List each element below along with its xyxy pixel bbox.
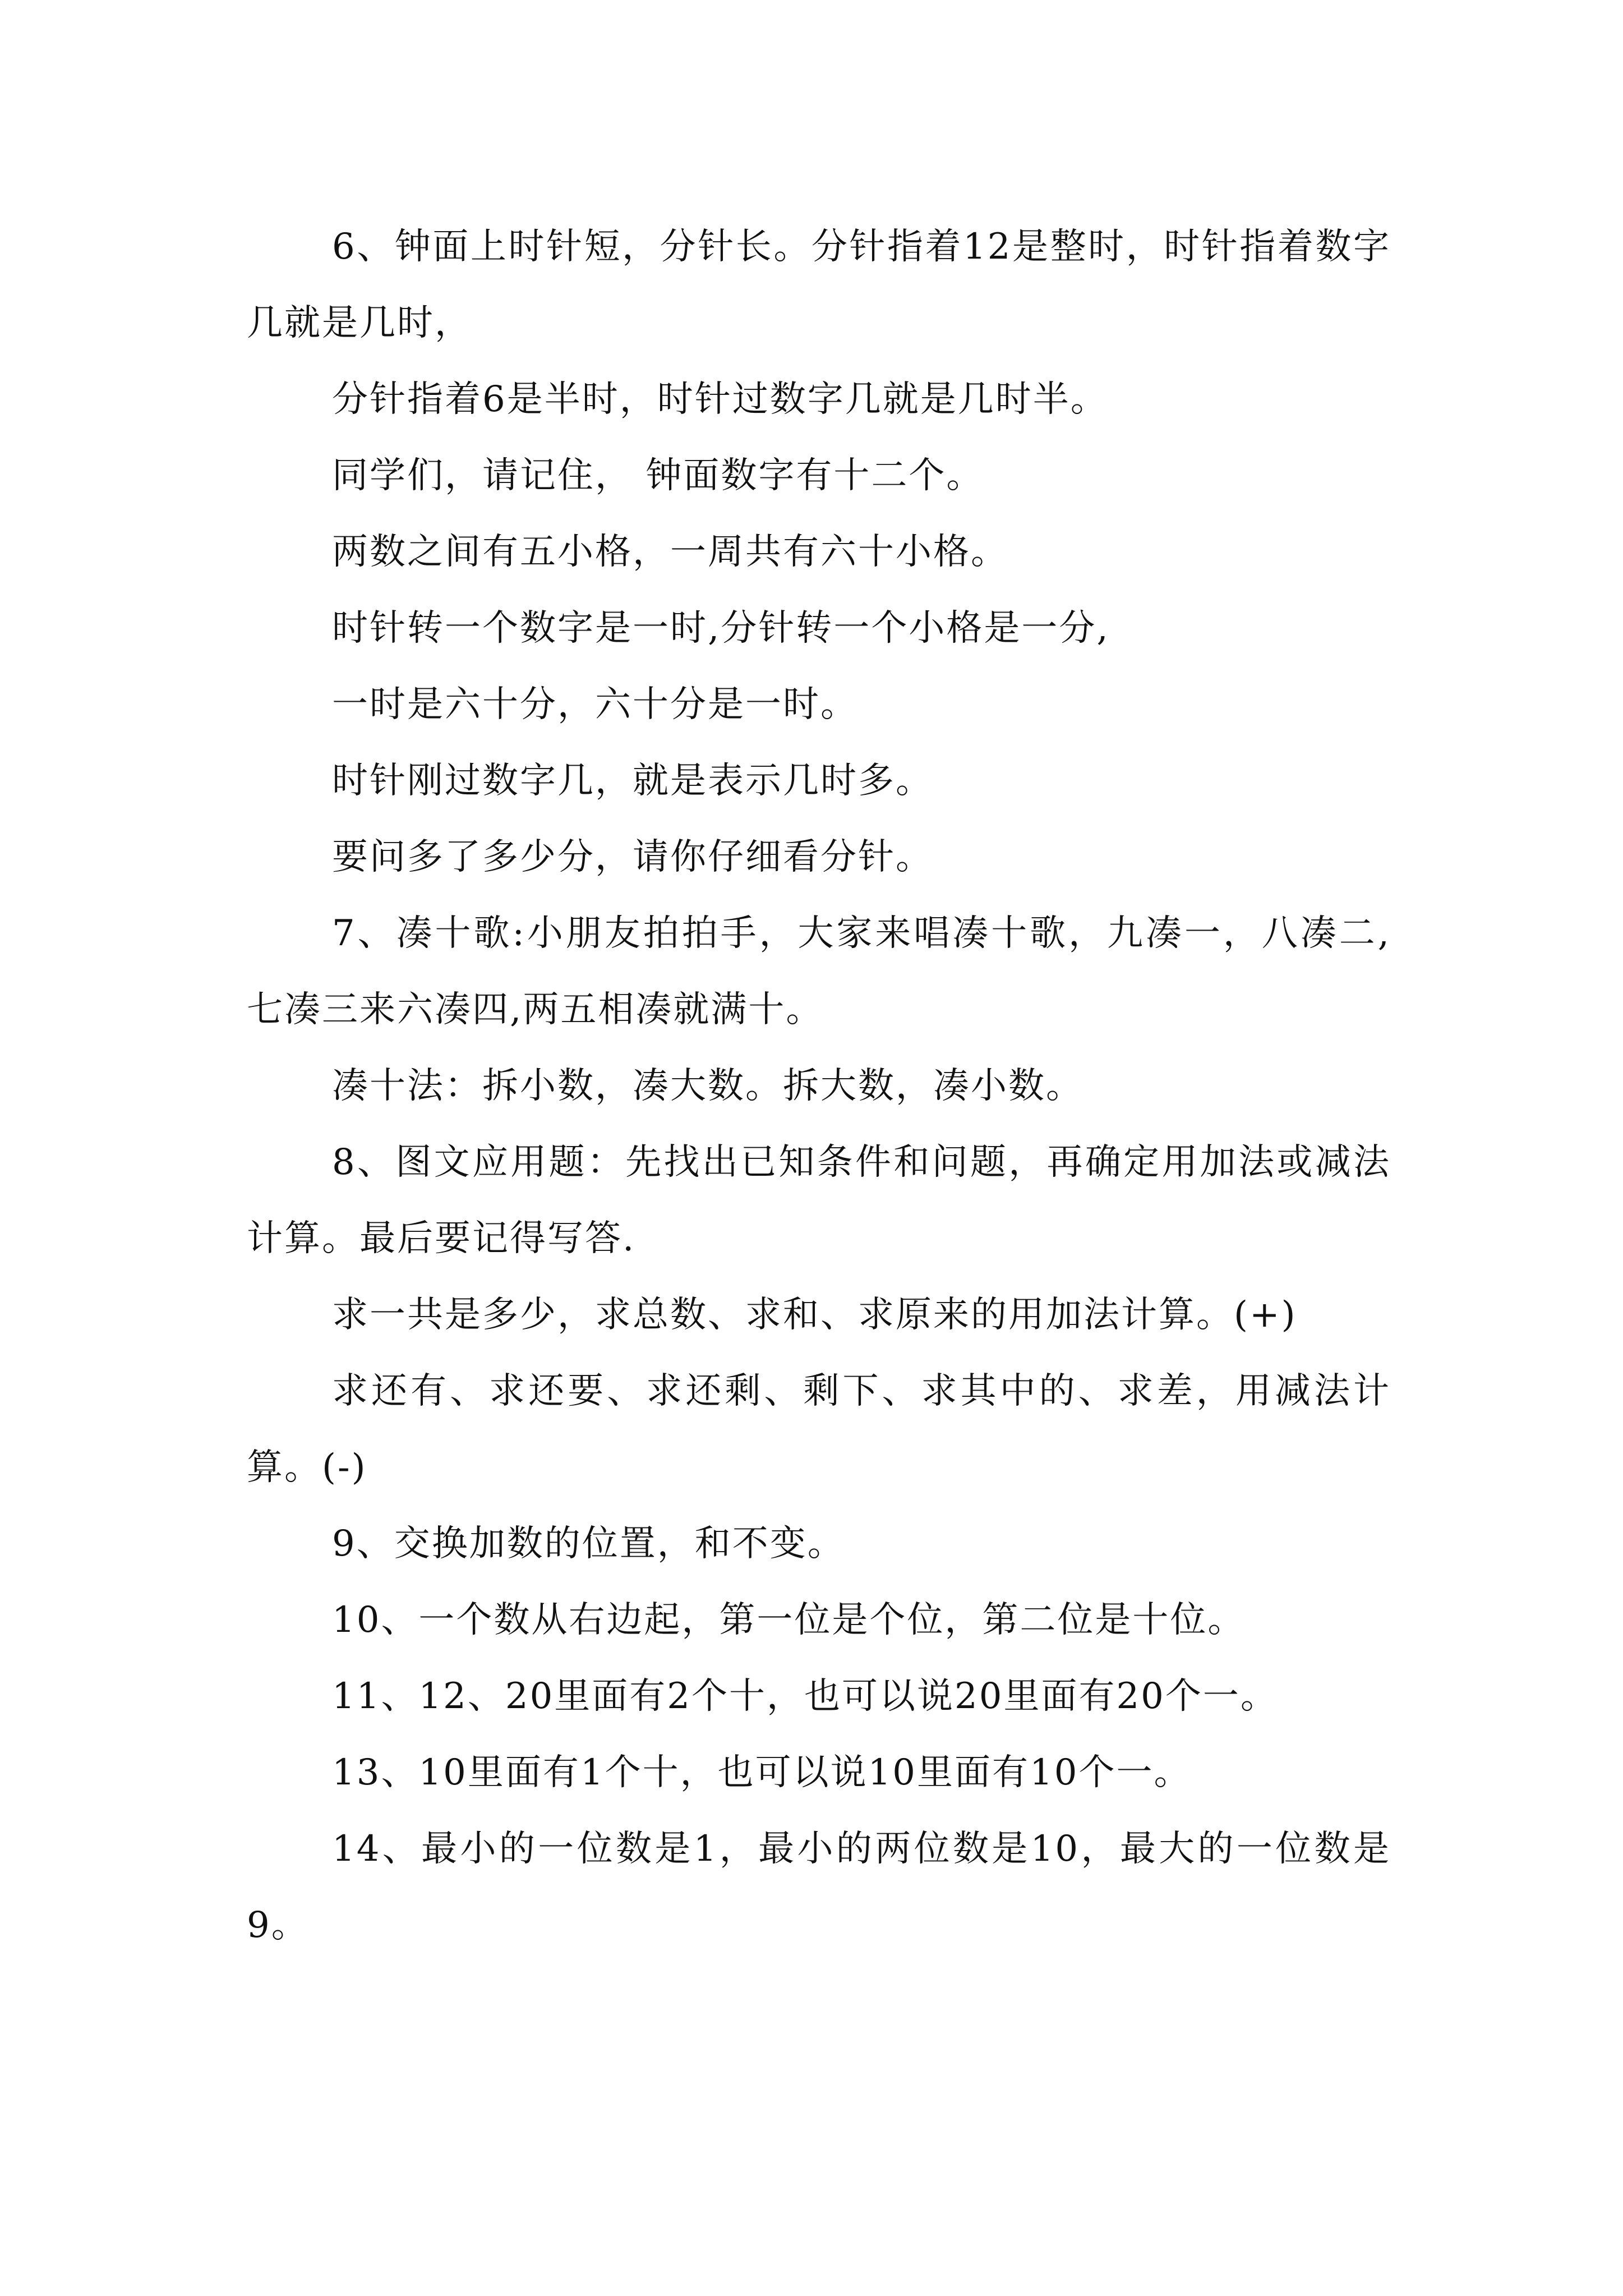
paragraph-clock-numbers: 同学们，请记住， 钟面数字有十二个。 <box>332 455 984 496</box>
paragraph-place-value: 10、一个数从右边起，第一位是个位，第二位是十位。 <box>332 1599 1246 1641</box>
paragraph-smallest-largest: 14、最小的一位数是1，最小的两位数是10，最大的一位数是9。 <box>247 1828 1391 1946</box>
paragraph-commutative: 9、交换加数的位置，和不变。 <box>332 1523 845 1565</box>
paragraph-word-problems: 8、图文应用题：先找出已知条件和问题，再确定用加法或减法计算。最后要记得写答. <box>247 1142 1391 1259</box>
paragraph-make-ten-song: 7、凑十歌:小朋友拍拍手，大家来唱凑十歌，九凑一，八凑二,七凑三来六凑四,两五相凑就满十。 <box>247 913 1391 1030</box>
paragraph-past-hour: 时针刚过数字几，就是表示几时多。 <box>332 760 933 802</box>
paragraph-hour-minute-turn: 时针转一个数字是一时,分针转一个小格是一分, <box>332 608 1110 649</box>
paragraph-ten-tens: 13、10里面有1个十，也可以说10里面有10个一。 <box>332 1752 1192 1793</box>
paragraph-minute-hand: 要问多了多少分，请你仔细看分针。 <box>332 836 933 878</box>
paragraph-make-ten-method: 凑十法：拆小数，凑大数。拆大数，凑小数。 <box>332 1065 1083 1107</box>
paragraph-hour-equals-sixty: 一时是六十分，六十分是一时。 <box>332 684 858 725</box>
paragraph-half-hour: 分针指着6是半时，时针过数字几就是几时半。 <box>332 379 1108 420</box>
paragraph-twenty-tens: 11、12、20里面有2个十，也可以说20里面有20个一。 <box>332 1676 1278 1717</box>
paragraph-clock-hands: 6、钟面上时针短，分针长。分针指着12是整时，时针指着数字几就是几时， <box>247 226 1391 344</box>
paragraph-small-ticks: 两数之间有五小格，一周共有六十小格。 <box>332 531 1008 573</box>
paragraph-subtraction-cases: 求还有、求还要、求还剩、剩下、求其中的、求差，用减法计算。(-) <box>247 1370 1391 1488</box>
document-body <box>247 209 1391 1963</box>
paragraph-addition-cases: 求一共是多少，求总数、求和、求原来的用加法计算。(+) <box>332 1294 1297 1336</box>
